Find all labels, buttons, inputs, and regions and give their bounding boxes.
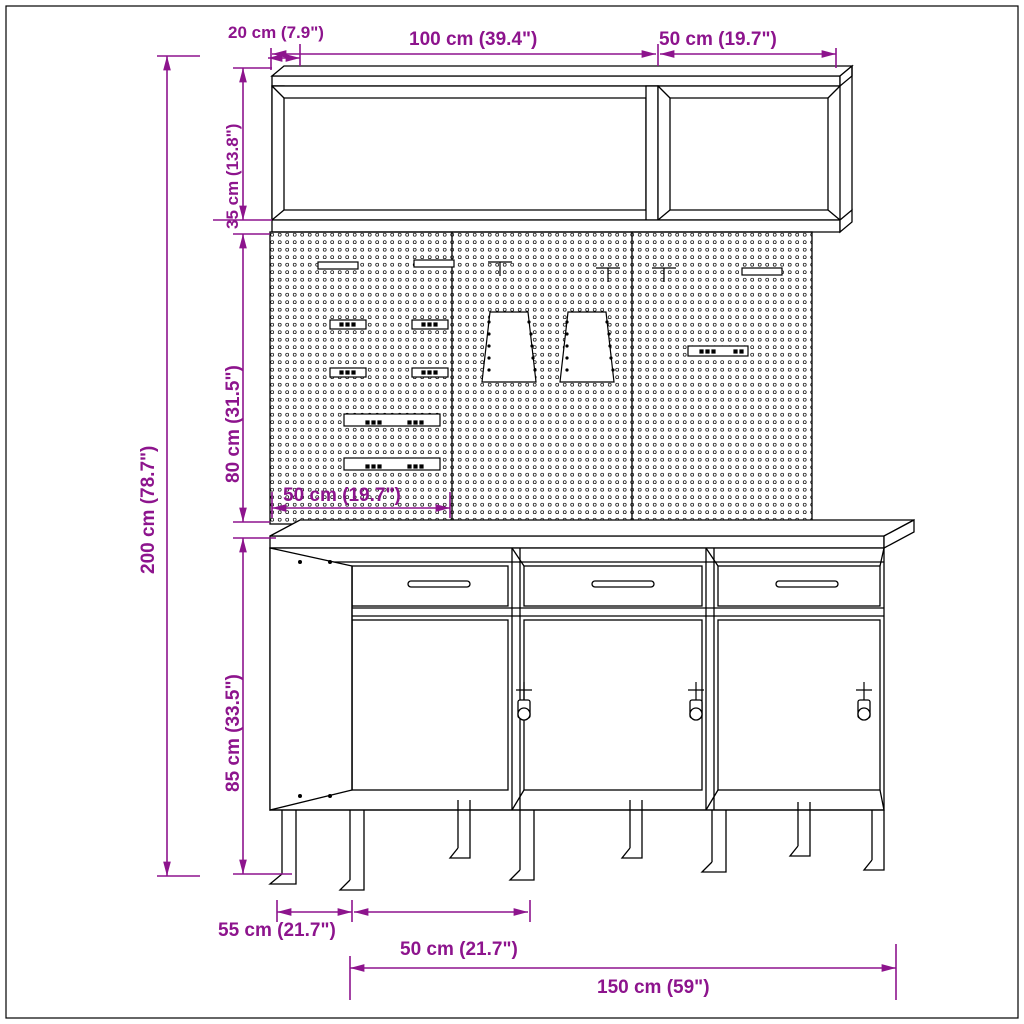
dimension-label-width-upper-right: 50 cm (19.7"): [659, 29, 777, 50]
dimension-label-depth-top-cabinet: 20 cm (7.9"): [228, 23, 324, 42]
dimension-label-depth-bench: 55 cm (21.7"): [218, 920, 336, 941]
bench-legs: [270, 800, 884, 890]
dimension-label-height-bench: 85 cm (33.5"): [223, 674, 244, 792]
dimension-label-height-upper-cabinet: 35 cm (13.8"): [223, 123, 242, 229]
dimension-label-height-pegboard: 80 cm (31.5"): [223, 365, 244, 483]
upper-cabinet: [272, 66, 852, 232]
workbench: [270, 520, 914, 890]
furniture-drawing: [270, 66, 914, 890]
dimension-label-width-upper-left: 100 cm (39.4"): [409, 29, 538, 50]
dimension-label-width-bench-total: 150 cm (59"): [597, 977, 710, 998]
dimension-label-width-bench-module: 50 cm (21.7"): [400, 939, 518, 960]
pegboard-panel: [270, 232, 812, 524]
dimension-label-height-total: 200 cm (78.7"): [138, 445, 159, 574]
dimension-label-width-pegboard-panel: 50 cm (19.7"): [283, 485, 401, 506]
